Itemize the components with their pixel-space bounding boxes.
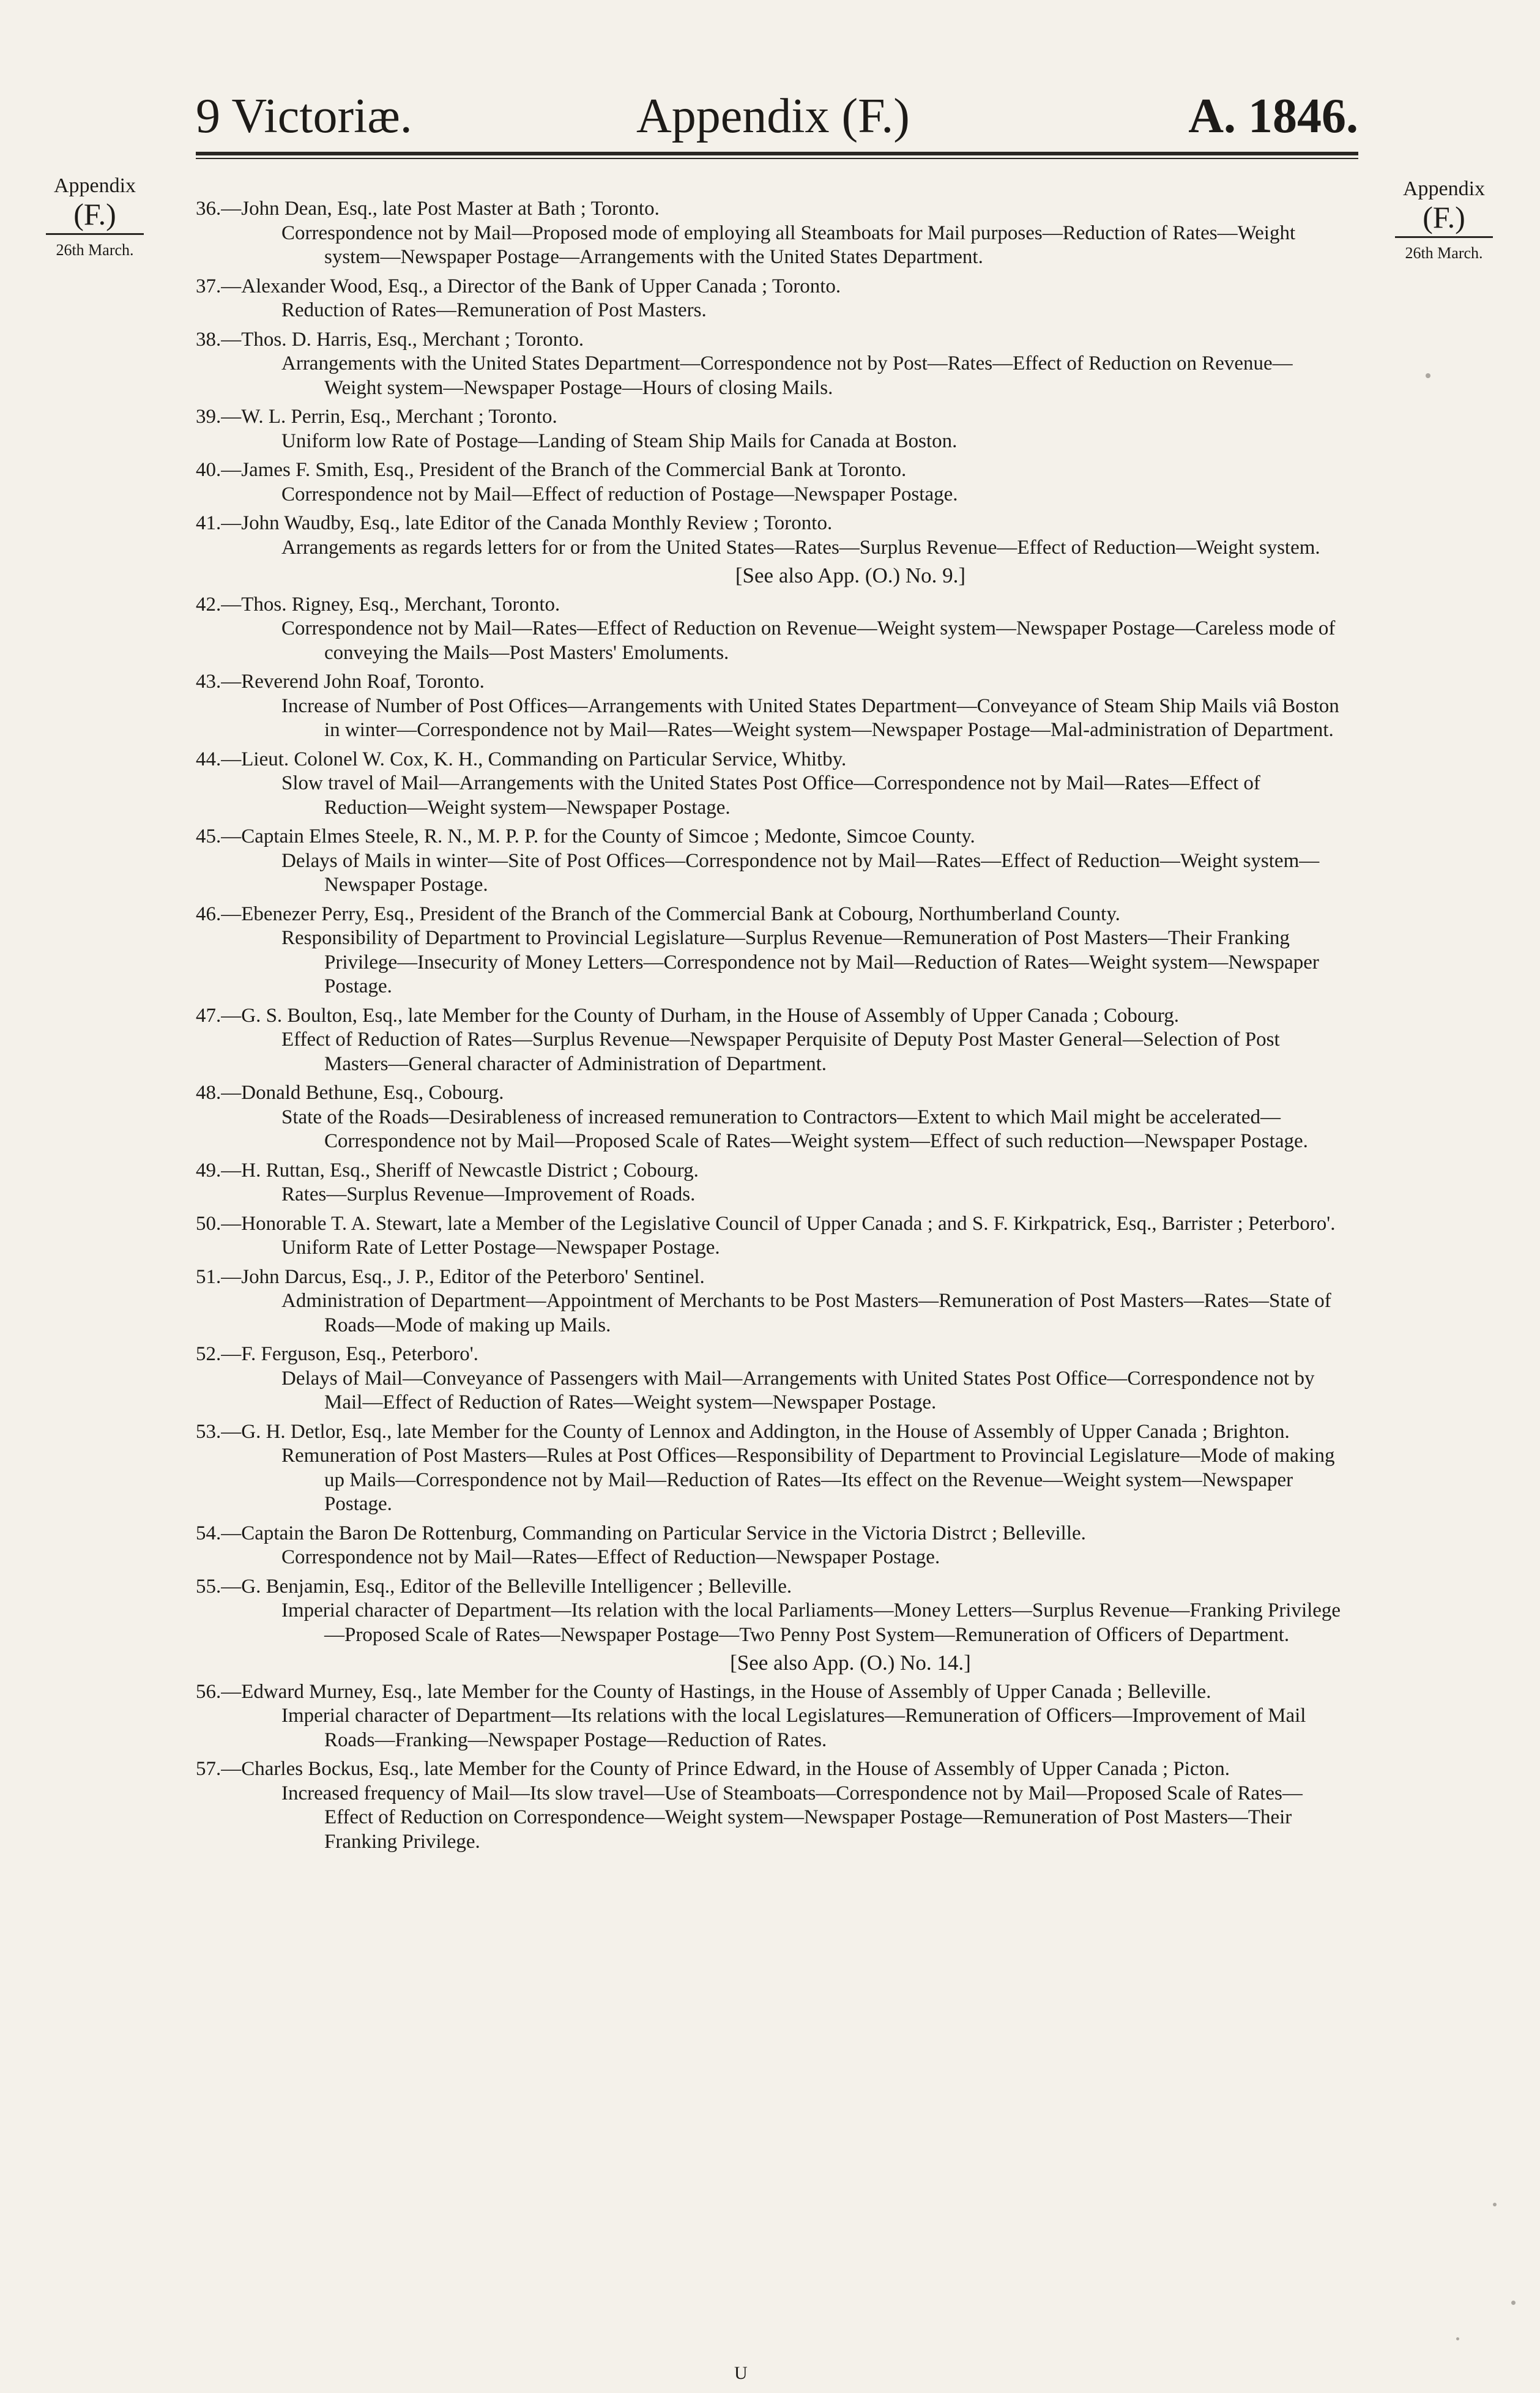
witness-entry — [196, 1004, 1346, 1077]
cross-reference: [See also App. (O.) No. 14.] — [730, 1651, 971, 1675]
entry-number: 41. — [196, 512, 221, 534]
entry-dash: — — [221, 275, 242, 297]
entry-dash: — — [221, 902, 242, 925]
entry-number: 46. — [196, 902, 221, 925]
witness-name: Captain the Baron De Rottenburg, Commanding on Particular Service in the Victoria Distrct ; Belleville. — [241, 1522, 1086, 1544]
cross-reference: [See also App. (O.) No. 9.] — [735, 564, 966, 587]
witness-name: Reverend John Roaf, Toronto. — [241, 671, 485, 693]
entry-dash: — — [221, 198, 242, 220]
witness-name: Captain Elmes Steele, R. N., M. P. P. for the County of Simcoe ; Medonte, Simcoe County. — [241, 825, 975, 847]
signature-mark: U — [734, 2363, 748, 2383]
entry-number: 50. — [196, 1212, 221, 1235]
entry-dash: — — [221, 328, 242, 351]
entry-number: 48. — [196, 1082, 221, 1104]
margin-note-right — [1383, 177, 1505, 265]
entry-number: 43. — [196, 671, 221, 693]
witness-name: John Waudby, Esq., late Editor of the Canada Monthly Review ; Toronto. — [241, 512, 833, 534]
subject-summary: Correspondence not by Mail—Proposed mode of employing all Steamboats for Mail purposes—Reduction of Rates—Weight system—Newspaper Postage—Arrangements with the United States Department. — [281, 221, 1296, 268]
witness-name: W. L. Perrin, Esq., Merchant ; Toronto. — [241, 406, 557, 428]
margin-brace — [1395, 236, 1493, 238]
witness-heading — [196, 1420, 1346, 1445]
subject-summary: Reduction of Rates—Remuneration of Post Masters. — [281, 299, 707, 321]
entry-dash: — — [221, 1680, 242, 1703]
margin-appendix-letter: (F.) — [1423, 200, 1465, 234]
margin-note-left — [34, 174, 156, 262]
witness-entry — [196, 328, 1346, 401]
entry-dash: — — [221, 1212, 242, 1235]
witness-heading — [196, 1159, 1346, 1183]
witness-heading — [196, 1212, 1346, 1237]
entry-number: 38. — [196, 328, 221, 351]
witness-name: Lieut. Colonel W. Cox, K. H., Commanding on Particular Service, Whitby. — [241, 748, 847, 770]
print-speck — [1511, 2301, 1516, 2305]
entry-dash: — — [221, 1265, 242, 1288]
witness-name: Thos. Rigney, Esq., Merchant, Toronto. — [241, 593, 560, 616]
witness-entry — [196, 593, 1346, 666]
appendix-title: Appendix (F.) — [636, 89, 910, 143]
entry-dash: — — [221, 1575, 242, 1598]
witness-list — [196, 197, 1346, 1859]
subject-summary: Arrangements as regards letters for or from the United States—Rates—Surplus Revenue—Effect of Reduction—Weight system. — [281, 536, 1320, 559]
print-speck — [1456, 2337, 1459, 2340]
witness-name: John Dean, Esq., late Post Master at Bath ; Toronto. — [241, 198, 660, 220]
subject-summary: Delays of Mails in winter—Site of Post Offices—Correspondence not by Mail—Rates—Effect of Reduction—Weight system—Newspaper Postage. — [281, 849, 1320, 896]
entry-number: 37. — [196, 275, 221, 297]
subject-summary: Correspondence not by Mail—Rates—Effect of Reduction on Revenue—Weight system—Newspaper Postage—Careless mode of conveying the Mails—Post Masters' Emoluments. — [281, 617, 1336, 664]
entry-dash: — — [221, 1758, 242, 1780]
witness-name: H. Ruttan, Esq., Sheriff of Newcastle District ; Cobourg. — [241, 1159, 699, 1182]
witness-entry — [196, 1212, 1346, 1260]
witness-name: G. Benjamin, Esq., Editor of the Belleville Intelligencer ; Belleville. — [241, 1575, 792, 1598]
subject-summary: Increased frequency of Mail—Its slow travel—Use of Steamboats—Correspondence not by Mail—Proposed Scale of Rates—Effect of Reduction on Correspondence—Weight system—Newspaper Postage—Remuneration of Post Masters—Their Franking Privilege. — [281, 1782, 1303, 1853]
entry-dash: — — [221, 1082, 242, 1104]
witness-entry — [196, 902, 1346, 999]
entry-dash: — — [221, 1343, 242, 1365]
witness-entry — [196, 1575, 1346, 1675]
witness-heading — [196, 1342, 1346, 1367]
entry-number: 44. — [196, 748, 221, 770]
year-label: A. 1846. — [1188, 89, 1358, 143]
print-speck — [1426, 373, 1430, 378]
subject-summary: Uniform Rate of Letter Postage—Newspaper Postage. — [281, 1237, 720, 1259]
entry-number: 40. — [196, 459, 221, 481]
witness-entry — [196, 1680, 1346, 1753]
entry-dash: — — [221, 1004, 242, 1027]
witness-entry — [196, 1420, 1346, 1517]
entry-dash: — — [221, 512, 242, 534]
subject-summary: Imperial character of Department—Its relations with the local Legislatures—Remuneration of Officers—Improvement of Mail Roads—Franking—Newspaper Postage—Reduction of Rates. — [281, 1705, 1306, 1751]
margin-date: 26th March. — [1405, 244, 1483, 262]
witness-heading — [196, 458, 1346, 483]
witness-entry — [196, 748, 1346, 821]
witness-heading — [196, 512, 1346, 536]
margin-appendix-label: Appendix — [1402, 177, 1486, 200]
entry-number: 57. — [196, 1758, 221, 1780]
entry-number: 52. — [196, 1343, 221, 1365]
entry-number: 45. — [196, 825, 221, 847]
entry-number: 53. — [196, 1420, 221, 1443]
witness-name: Charles Bockus, Esq., late Member for the County of Prince Edward, in the House of Assembly of Upper Canada ; Picton. — [241, 1758, 1230, 1780]
witness-entry — [196, 1757, 1346, 1854]
witness-name: Edward Murney, Esq., late Member for the County of Hastings, in the House of Assembly of Upper Canada ; Belleville. — [241, 1680, 1211, 1703]
witness-entry — [196, 1342, 1346, 1415]
witness-heading — [196, 1575, 1346, 1599]
margin-date: 26th March. — [56, 241, 134, 259]
witness-heading — [196, 1265, 1346, 1290]
subject-summary: State of the Roads—Desirableness of increased remuneration to Contractors—Extent to which Mail might be accelerated—Correspondence not by Mail—Proposed Scale of Rates—Weight system—Effect of such reduction—Newspaper Postage. — [281, 1106, 1308, 1152]
margin-appendix-label: Appendix — [53, 174, 136, 197]
witness-heading — [196, 670, 1346, 694]
witness-heading — [196, 1757, 1346, 1782]
witness-entry — [196, 1265, 1346, 1338]
witness-heading — [196, 1522, 1346, 1546]
entry-dash: — — [221, 748, 242, 770]
witness-heading — [196, 1004, 1346, 1029]
subject-summary: Effect of Reduction of Rates—Surplus Revenue—Newspaper Perquisite of Deputy Post Master General—Selection of Post Masters—General character of Administration of Department. — [281, 1029, 1280, 1075]
witness-entry — [196, 1522, 1346, 1570]
witness-heading — [196, 197, 1346, 221]
entry-number: 55. — [196, 1575, 221, 1598]
witness-entry — [196, 1081, 1346, 1154]
witness-entry — [196, 825, 1346, 898]
header-rule-thin — [196, 158, 1358, 159]
witness-entry — [196, 405, 1346, 453]
entry-number: 51. — [196, 1265, 221, 1288]
subject-summary: Administration of Department—Appointment of Merchants to be Post Masters—Remuneration of Post Masters—Rates—State of Roads—Mode of making up Mails. — [281, 1290, 1331, 1336]
witness-name: G. S. Boulton, Esq., late Member for the County of Durham, in the House of Assembly of Upper Canada ; Cobourg. — [241, 1004, 1180, 1027]
subject-summary: Correspondence not by Mail—Rates—Effect of Reduction—Newspaper Postage. — [281, 1546, 940, 1568]
subject-summary: Responsibility of Department to Provincial Legislature—Surplus Revenue—Remuneration of Post Masters—Their Franking Privilege—Insecurity of Money Letters—Correspondence not by Mail—Reduction of Rates—Weight system—Newspaper Postage. — [281, 927, 1319, 997]
witness-name: Ebenezer Perry, Esq., President of the Branch of the Commercial Bank at Cobourg, Northumberland County. — [241, 902, 1120, 925]
entry-dash: — — [221, 825, 242, 847]
witness-name: James F. Smith, Esq., President of the Branch of the Commercial Bank at Toronto. — [241, 459, 907, 481]
subject-summary: Uniform low Rate of Postage—Landing of Steam Ship Mails for Canada at Boston. — [281, 430, 958, 452]
witness-heading — [196, 748, 1346, 772]
witness-heading — [196, 328, 1346, 352]
witness-name: G. H. Detlor, Esq., late Member for the County of Lennox and Addington, in the House of Assembly of Upper Canada ; Brighton. — [241, 1420, 1290, 1443]
subject-summary: Imperial character of Department—Its relation with the local Parliaments—Money Letters—Surplus Revenue—Franking Privilege—Proposed Scale of Rates—Newspaper Postage—Two Penny Post System—Remuneration of Officers of Department. — [281, 1599, 1341, 1646]
subject-summary: Delays of Mail—Conveyance of Passengers with Mail—Arrangements with United States Post Office—Correspondence not by Mail—Effect of Reduction of Rates—Weight system—Newspaper Postage. — [281, 1367, 1315, 1413]
witness-name: John Darcus, Esq., J. P., Editor of the Peterboro' Sentinel. — [241, 1265, 705, 1288]
witness-name: Alexander Wood, Esq., a Director of the Bank of Upper Canada ; Toronto. — [241, 275, 841, 297]
entry-dash: — — [221, 593, 242, 616]
entry-dash: — — [221, 1522, 242, 1544]
session-label: 9 Victoriæ. — [196, 89, 412, 143]
witness-entry — [196, 197, 1346, 270]
witness-name: Thos. D. Harris, Esq., Merchant ; Toronto. — [241, 328, 584, 351]
subject-summary: Increase of Number of Post Offices—Arrangements with United States Department—Conveyance of Steam Ship Mails viâ Boston in winter—Correspondence not by Mail—Rates—Weight system—Newspaper Postage—Mal-administration of Department. — [281, 694, 1339, 741]
witness-heading — [196, 275, 1346, 299]
header-rule-thick — [196, 152, 1358, 155]
witness-heading — [196, 825, 1346, 849]
running-header — [196, 86, 1358, 147]
witness-heading — [196, 1680, 1346, 1705]
witness-entry — [196, 458, 1346, 507]
witness-name: Donald Bethune, Esq., Cobourg. — [241, 1082, 504, 1104]
entry-dash: — — [221, 406, 242, 428]
subject-summary: Remuneration of Post Masters—Rules at Post Offices—Responsibility of Department to Provincial Legislature—Mode of making up Mails—Correspondence not by Mail—Reduction of Rates—Its effect on the Revenue—Weight system—Newspaper Postage. — [281, 1445, 1335, 1515]
witness-entry — [196, 512, 1346, 588]
witness-name: Honorable T. A. Stewart, late a Member of the Legislative Council of Upper Canada ; and S. F. Kirkpatrick, Esq., Barrister ; Peterboro'. — [241, 1212, 1336, 1235]
entry-dash: — — [221, 1420, 242, 1443]
witness-heading — [196, 902, 1346, 927]
entry-number: 42. — [196, 593, 221, 616]
entry-number: 39. — [196, 406, 221, 428]
witness-entry — [196, 275, 1346, 323]
witness-heading — [196, 1081, 1346, 1106]
witness-heading — [196, 593, 1346, 617]
entry-number: 49. — [196, 1159, 221, 1182]
entry-dash: — — [221, 1159, 242, 1182]
subject-summary: Arrangements with the United States Department—Correspondence not by Post—Rates—Effect of Reduction on Revenue—Weight system—Newspaper Postage—Hours of closing Mails. — [281, 352, 1293, 399]
entry-dash: — — [221, 671, 242, 693]
margin-appendix-letter: (F.) — [73, 197, 116, 231]
print-speck — [1493, 2203, 1497, 2206]
entry-number: 54. — [196, 1522, 221, 1544]
entry-number: 56. — [196, 1680, 221, 1703]
subject-summary: Rates—Surplus Revenue—Improvement of Roads. — [281, 1183, 696, 1205]
witness-entry — [196, 670, 1346, 743]
entry-number: 47. — [196, 1004, 221, 1027]
witness-name: F. Ferguson, Esq., Peterboro'. — [241, 1343, 478, 1365]
entry-dash: — — [221, 459, 242, 481]
subject-summary: Slow travel of Mail—Arrangements with the United States Post Office—Correspondence not by Mail—Rates—Effect of Reduction—Weight system—Newspaper Postage. — [281, 772, 1260, 819]
margin-brace — [46, 233, 144, 235]
witness-entry — [196, 1159, 1346, 1207]
witness-heading — [196, 405, 1346, 430]
entry-number: 36. — [196, 198, 221, 220]
subject-summary: Correspondence not by Mail—Effect of reduction of Postage—Newspaper Postage. — [281, 483, 958, 505]
